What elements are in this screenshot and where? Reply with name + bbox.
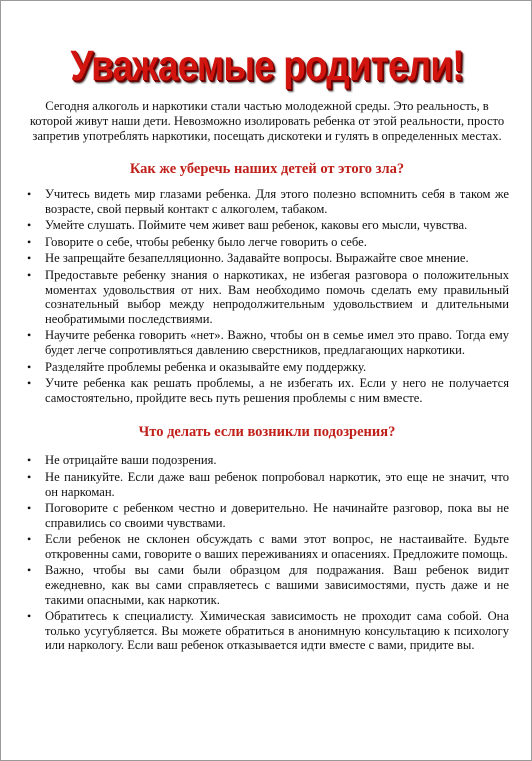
bullet-icon: • (27, 563, 32, 578)
list-item: • Обратитесь к специалисту. Химическая зависимость не проходит сама собой. Она только усугубляется. Вы можете обратиться в анонимную консультацию к психологу или наркологу. Если ваш ребенок отказывается идти вместе с вами, придите вы. (27, 609, 509, 653)
bullet-icon: • (27, 501, 32, 516)
section-heading-suspicion: Что делать если возникли подозрения? (138, 424, 396, 441)
prevention-list (25, 187, 509, 405)
bullet-icon: • (27, 532, 32, 547)
list-item: • Поговорите с ребенком честно и доверительно. Не начинайте разговор, пока вы не справились со своими чувствами. (27, 501, 509, 530)
list-item: • Предоставьте ребенку знания о наркотиках, не избегая разговора о положительных моментах удовольствия от них. Вам необходимо помочь сделать ему правильный сознательный выбор между непродолжительным удовольствием и длительными необратимыми последствиями. (27, 267, 509, 326)
bullet-icon: • (27, 218, 32, 233)
list-item: • Не запрещайте безапелляционно. Задавайте вопросы. Выражайте свое мнение. (27, 251, 469, 266)
list-item: • Умейте слушать. Поймите чем живет ваш ребенок, каковы его мысли, чувства. (27, 218, 468, 233)
section-heading-prevention: Как же уберечь наших детей от этого зла? (129, 161, 405, 177)
list-item: • Говорите о себе, чтобы ребенку было легче говорить о себе. (27, 234, 367, 249)
bullet-icon: • (27, 609, 32, 624)
bullet-icon: • (27, 234, 32, 249)
bullet-icon: • (27, 267, 32, 282)
bullet-icon: • (27, 328, 32, 343)
list-item: • Учите ребенка как решать проблемы, а не избегать их. Если у него не получается самостоятельно, пройдите весь путь решения проблемы с ним вместе. (27, 376, 509, 405)
intro-paragraph: Сегодня алкоголь и наркотики стали частью молодежной среды. Это реальность, в которой живут наши дети. Невозможно изолировать ребенка от этой реальности, просто запретив употреблять наркотики, посещать дискотеки и гулять в определенных местах. (29, 99, 505, 143)
bullet-icon: • (27, 187, 32, 201)
page-title: Уважаемые родители! (70, 42, 464, 90)
suspicion-list (25, 453, 509, 653)
list-item: • Не отрицайте ваши подозрения. (27, 453, 217, 468)
bullet-icon: • (27, 453, 32, 468)
list-item: • Если ребенок не склонен обсуждать с вами этот вопрос, не настаивайте. Будьте откровенны сами, говорите о ваших переживаниях и опасениях. Предложите помощь. (27, 532, 509, 561)
list-item: • Важно, чтобы вы сами были образцом для подражания. Ваш ребенок видит ежедневно, как вы сами справляетесь с вашими зависимостями, пусть даже и не такими опасными, как наркотик. (27, 563, 509, 607)
list-item: • Учитесь видеть мир глазами ребенка. Для этого полезно вспомнить себя в таком же возрасте, свой первый контакт с алкоголем, табаком. (27, 187, 509, 216)
bullet-icon: • (27, 251, 32, 266)
bullet-icon: • (27, 359, 32, 374)
list-item: • Разделяйте проблемы ребенка и оказывайте ему поддержку. (27, 359, 367, 374)
bullet-icon: • (27, 469, 32, 484)
list-item: • Научите ребенка говорить «нет». Важно, чтобы он в семье имел это право. Тогда ему будет легче сопротивляться давлению сверстников, предлагающих наркотики. (27, 328, 509, 357)
bullet-icon: • (27, 376, 32, 391)
list-item: • Не паникуйте. Если даже ваш ребенок попробовал наркотик, это еще не значит, что он наркоман. (27, 469, 509, 499)
